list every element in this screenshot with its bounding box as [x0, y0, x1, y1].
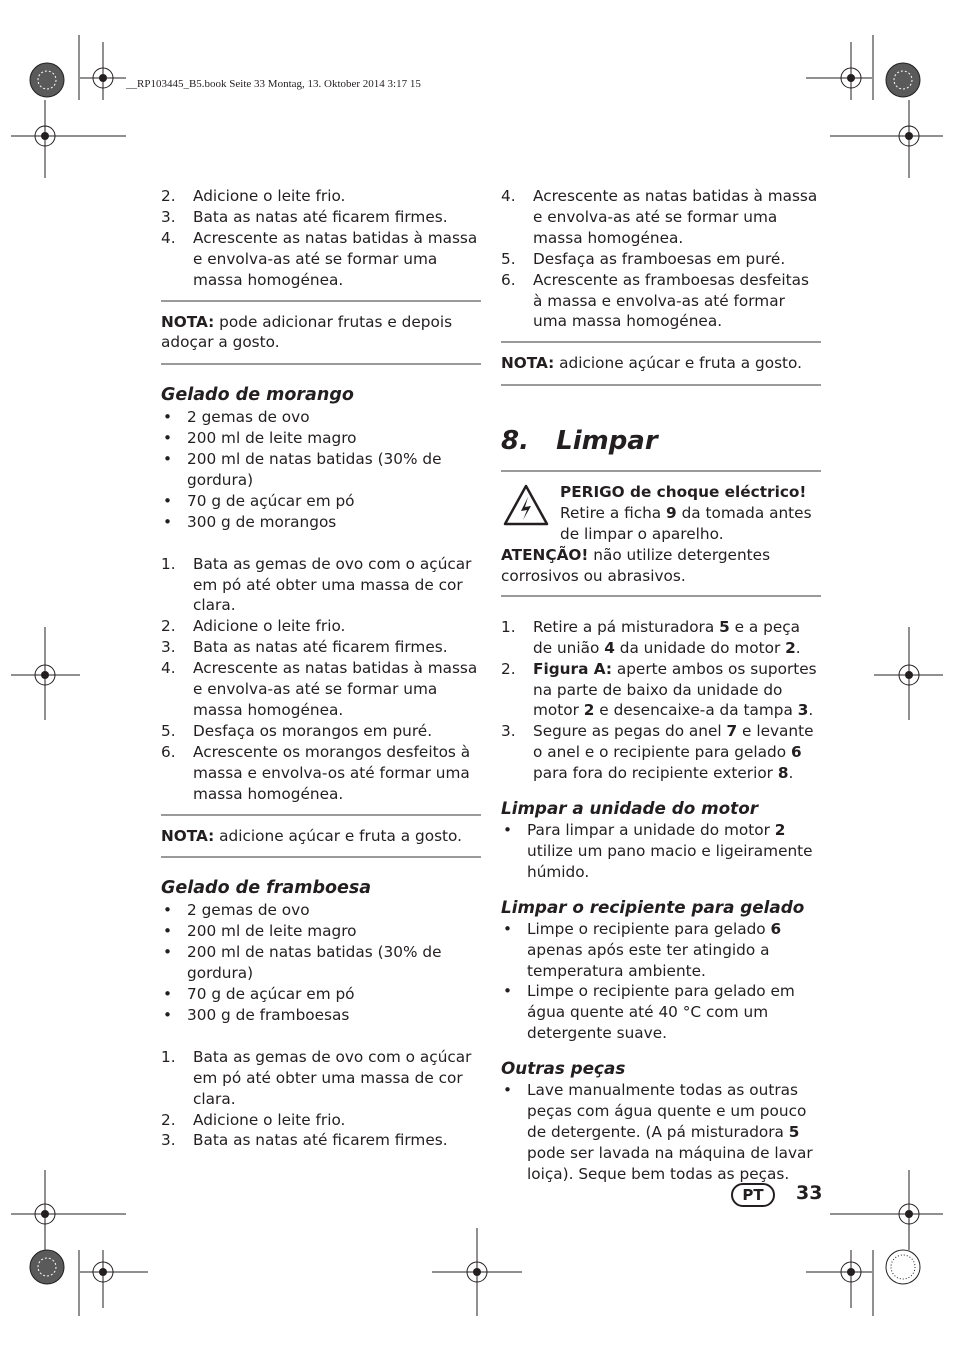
list-item: 2. Adicione o leite frio. — [161, 1110, 346, 1129]
list-item: 6. Acrescente as framboesas desfeitas à massa e envolva-as até formar uma massa homogénea. — [501, 270, 810, 331]
list-item: • 70 g de açúcar em pó — [161, 984, 481, 1005]
list-item: 4. Acrescente as natas batidas à massa e envolva-as até se formar uma massa homogénea. — [161, 228, 478, 289]
left-column — [161, 186, 481, 1151]
language-badge: PT — [731, 1183, 775, 1207]
list-item: 5. Desfaça os morangos em puré. — [161, 721, 433, 740]
recipe-title: Gelado de framboesa — [161, 878, 372, 899]
subsection-title: Limpar o recipiente para gelado — [501, 896, 805, 917]
list-item: 4. Acrescente as natas batidas à massa e envolva-as até se formar uma massa homogénea. — [501, 187, 818, 247]
steps-list — [161, 554, 481, 805]
note-text: pode adicionar frutas e depois adoçar a gosto. — [161, 312, 453, 352]
note-text: adicione açúcar e fruta a gosto. — [214, 826, 462, 845]
list-item: • Para limpar a unidade do motor 2 utilize um pano macio e ligeiramente húmido. — [501, 820, 821, 883]
note-label: NOTA: — [161, 312, 215, 331]
list-item: 5. Desfaça as framboesas em puré. — [501, 249, 786, 268]
list-item: • 200 ml de natas batidas (30% de gordura) — [161, 449, 481, 491]
list-item: 4. Acrescente as natas batidas à massa e envolva-as até se formar uma massa homogénea. — [161, 659, 478, 720]
list-item: • 200 ml de leite magro — [161, 921, 481, 942]
list-item: • 200 ml de leite magro — [161, 428, 481, 449]
list-item: 1. Bata as gemas de ovo com o açúcar em pó até obter uma massa de cor clara. — [161, 1047, 472, 1108]
subsection-title: Limpar a unidade do motor — [501, 798, 758, 819]
list-item: 3. Bata as natas até ficarem firmes. — [161, 638, 448, 657]
warning-text: Retire a ficha 9 da tomada antes de limpar o aparelho. — [560, 504, 812, 544]
list-item: 2. Adicione o leite frio. — [161, 617, 346, 636]
recipe-title: Gelado de morango — [161, 385, 354, 406]
note-label: NOTA: — [161, 826, 215, 845]
list-item: 3. Bata as natas até ficarem firmes. — [161, 207, 448, 226]
page-number: 33 — [796, 1182, 823, 1204]
list-item: • 2 gemas de ovo — [161, 407, 481, 428]
note-box — [501, 341, 821, 386]
ingredient-list — [161, 407, 481, 532]
subsection-title: Outras peças — [501, 1058, 626, 1079]
section-title: 8. Limpar — [501, 424, 821, 472]
ingredient-list — [161, 900, 481, 1025]
list-item: • Limpe o recipiente para gelado em água quente até 40 °C com um detergente suave. — [501, 981, 821, 1044]
list-item: 2. Figura A: aperte ambos os suportes na parte de baixo da unidade do motor 2 e desencaixe-a da tampa 3. — [501, 659, 817, 720]
warning-box — [501, 472, 821, 597]
list-item: 1. Retire a pá misturadora 5 e a peça de união 4 da unidade do motor 2. — [501, 617, 801, 657]
list-item: • Limpe o recipiente para gelado 6 apenas após este ter atingido a temperatura ambiente. — [501, 919, 821, 982]
steps-list — [501, 186, 821, 332]
list-item: 3. Segure as pegas do anel 7 e levante o anel e o recipiente para gelado 6 para fora do recipiente exterior 8. — [501, 722, 814, 783]
steps-list — [161, 186, 481, 291]
steps-list — [501, 617, 821, 784]
attention-text: ATENÇÃO! não utilize detergentes corrosivos ou abrasivos. — [501, 545, 771, 585]
electric-hazard-icon — [503, 484, 549, 526]
list-item: • 300 g de morangos — [161, 512, 481, 533]
right-column — [501, 186, 821, 1185]
note-label: NOTA: — [501, 354, 555, 373]
print-header: __RP103445_B5.book Seite 33 Montag, 13. Oktober 2014 3:17 15 — [126, 78, 421, 90]
list-item: • Lave manualmente todas as outras peças com água quente e um pouco de detergente. (A pá misturadora 5 pode ser lavada na máquina de lavar loiça). Seque bem todas as peças. — [501, 1080, 821, 1185]
list-item: 2. Adicione o leite frio. — [161, 187, 346, 205]
steps-list — [161, 1047, 481, 1152]
note-box — [161, 300, 481, 366]
list-item: • 2 gemas de ovo — [161, 900, 481, 921]
warning-title: PERIGO de choque eléctrico! — [560, 483, 807, 502]
list-item: 6. Acrescente os morangos desfeitos à massa e envolva-os até formar uma massa homogénea. — [161, 742, 471, 803]
list-item: 3. Bata as natas até ficarem firmes. — [161, 1131, 448, 1150]
list-item: 1. Bata as gemas de ovo com o açúcar em pó até obter uma massa de cor clara. — [161, 554, 472, 615]
note-text: adicione açúcar e fruta a gosto. — [554, 354, 802, 373]
list-item: • 200 ml de natas batidas (30% de gordura) — [161, 942, 481, 984]
list-item: • 70 g de açúcar em pó — [161, 491, 481, 512]
note-box — [161, 814, 481, 859]
list-item: • 300 g de framboesas — [161, 1005, 481, 1026]
